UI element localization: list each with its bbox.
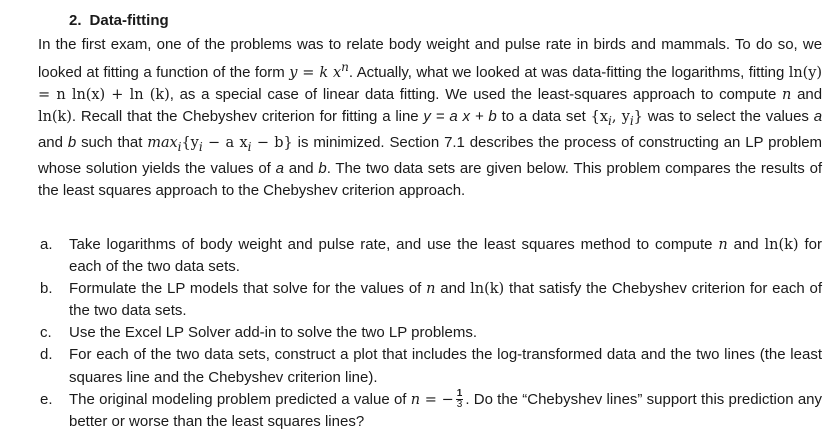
intro-text: is minimized. Section 7.1 describes the process of constructing an LP problem whose solution yields the values of — [38, 134, 822, 178]
math-b: b — [67, 134, 77, 152]
intro-text: and — [38, 134, 68, 152]
problem-intro-paragraph — [38, 34, 822, 202]
data-set-notation — [590, 109, 643, 128]
math-n: n — [426, 281, 436, 298]
log-fit-formula: ln(y) = n ln(x) + ln (k) — [38, 64, 822, 104]
formula-exponent: n — [341, 60, 349, 75]
max-part: {y — [181, 135, 199, 152]
part-d — [38, 344, 822, 388]
math-a: a — [275, 160, 284, 178]
fraction-one-third — [456, 389, 464, 410]
part-text: and — [435, 280, 471, 298]
intro-text: and — [283, 160, 319, 178]
part-marker: d. — [40, 346, 53, 364]
intro-text: to a data set — [496, 108, 591, 126]
problem-number: 2. — [69, 12, 82, 29]
intro-text: such that — [76, 134, 148, 152]
problem-title: Data-fitting — [89, 12, 169, 29]
intro-text: . Recall that the Chebyshev criterion for fitting a line — [71, 108, 424, 126]
part-b — [38, 278, 822, 322]
part-e — [38, 389, 822, 433]
part-marker: b. — [40, 280, 53, 298]
part-marker: e. — [40, 390, 53, 408]
math-lnk: ln(k) — [470, 281, 505, 298]
part-marker: a. — [40, 236, 53, 253]
part-a — [38, 234, 822, 278]
intro-text: . Actually, what we looked at was data-fitting the logarithms, fitting — [348, 63, 789, 81]
problem-parts-list — [38, 234, 822, 433]
set-part: } — [633, 109, 643, 126]
part-text: for each of the two data sets. — [69, 236, 822, 276]
part-text: . Do the “Chebyshev lines” support this prediction any better or worse than the least squares lines? — [69, 390, 823, 430]
set-subscript: i — [607, 114, 612, 128]
fraction-denominator: 3 — [456, 399, 463, 411]
math-n: n — [718, 237, 728, 253]
set-subscript: i — [629, 114, 634, 128]
line-equation: y = a x + b — [423, 108, 497, 126]
max-subscript: i — [247, 139, 252, 154]
intro-text: In the first exam, one of the problems was to relate body weight and pulse rate in birds and mammals. To do so, we looked at fitting a function of the form — [38, 36, 822, 81]
intro-text: . The two data sets are given below. This problem compares the results of the least squares approach to the Chebyshev criterion approach. — [38, 160, 822, 200]
part-text: Take logarithms of body weight and pulse rate, and use the least squares method to compute — [69, 236, 719, 253]
set-part: , y — [611, 109, 630, 126]
chebyshev-max-expression — [147, 135, 293, 154]
max-part: − b} — [251, 135, 293, 152]
math-lnk: ln(k) — [38, 109, 72, 126]
part-text: Formulate the LP models that solve for the values of — [69, 280, 427, 298]
math-a: a — [813, 108, 822, 126]
part-text: that satisfy the Chebyshev criterion for each of the two data sets. — [69, 280, 822, 320]
set-part: {x — [590, 109, 608, 126]
part-marker: c. — [40, 324, 52, 342]
intro-text: , as a special case of linear data fitting. We used the least-squares approach to compute — [169, 86, 783, 104]
part-text: For each of the two data sets, construct a plot that includes the log-transformed data and the two lines (the least squares line and the Chebyshev criterion line). — [69, 346, 822, 386]
max-part: − a x — [202, 135, 248, 152]
max-subscript: i — [198, 139, 203, 154]
formula-text: y = k x — [289, 64, 342, 81]
max-operator: max — [147, 135, 178, 152]
math-lnk: ln(k) — [764, 237, 799, 253]
part-text: and — [727, 236, 765, 253]
part-text: The original modeling problem predicted a value of — [69, 390, 411, 408]
fraction-numerator: 1 — [456, 388, 463, 400]
part-c — [38, 322, 822, 344]
math-b: b — [318, 160, 327, 178]
max-subscript: i — [177, 139, 182, 154]
power-law-formula — [289, 60, 349, 81]
intro-text: was to select the values — [642, 108, 814, 126]
math-n-value: n = − — [410, 391, 454, 408]
math-n: n — [782, 87, 792, 104]
part-text: Use the Excel LP Solver add-in to solve the two LP problems. — [69, 324, 477, 342]
problem-heading — [69, 11, 169, 31]
intro-text: and — [791, 86, 823, 104]
